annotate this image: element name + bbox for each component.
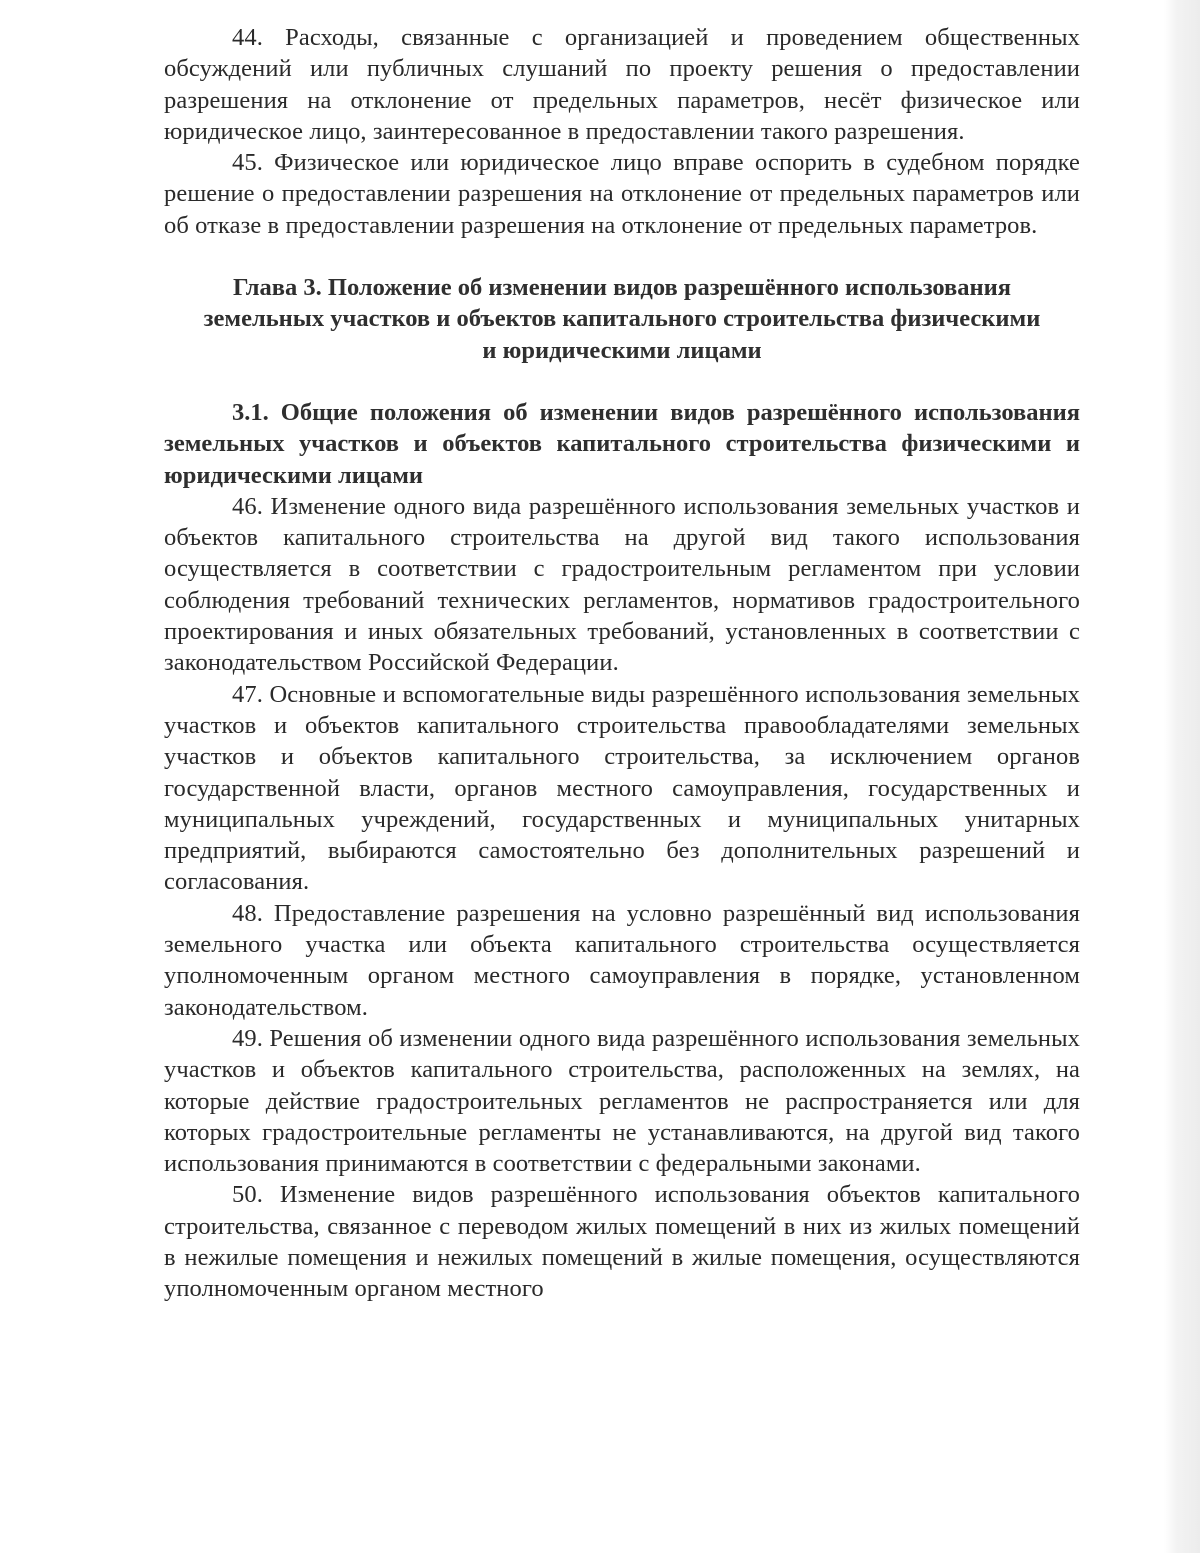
paragraph-47: 47. Основные и вспомогательные виды разрешённого использования земельных участков и объектов капитального строительства правообладателями земельных участков и объектов капитального строительства, за исключением органов государственной власти, органов местного самоуправления, государственных и муниципальных учреждений, государственных и муниципальных унитарных предприятий, выбираются самостоятельно без дополнительных разрешений и согласования. — [164, 680, 1080, 896]
paragraph-44: 44. Расходы, связанные с организацией и проведением общественных обсуждений или публичных слушаний по проекту решения о предоставлении разрешения на отклонение от предельных параметров, несёт физическое или юридическое лицо, заинтересованное в предоставлении такого разрешения. — [164, 24, 1080, 145]
scan-edge-shadow — [1164, 0, 1200, 1553]
paragraph-49: 49. Решения об изменении одного вида разрешённого использования земельных участков и объектов капитального строительства, расположенных на землях, на которые действие градостроительных регламентов не распространяется или для которых градостроительные регламенты не устанавливаются, на другой вид такого использования принимаются в соответствии с федеральными законами. — [164, 1024, 1080, 1178]
paragraph-50: 50. Изменение видов разрешённого использования объектов капитального строительства, связанное с переводом жилых помещений в них из жилых помещений в нежилые помещения и нежилых помещений в жилые помещения, осуществляются уполномоченным органом местного — [164, 1181, 1080, 1303]
document-body — [164, 22, 1080, 1305]
paragraph-48: 48. Предоставление разрешения на условно разрешённый вид использования земельного участка или объекта капитального строительства осуществляется уполномоченным органом местного самоуправления в порядке, установленном законодательством. — [164, 899, 1080, 1021]
paragraph-45: 45. Физическое или юридическое лицо вправе оспорить в судебном порядке решение о предоставлении разрешения на отклонение от предельных параметров или об отказе в предоставлении разрешения на отклонение от предельных параметров. — [164, 149, 1080, 239]
section-title: 3.1. Общие положения об изменении видов разрешённого использования земельных участков и объектов капитального строительства физическими и юридическими лицами — [164, 398, 1080, 489]
paragraph-46: 46. Изменение одного вида разрешённого использования земельных участков и объектов капитального строительства на другой вид такого использования осуществляется в соответствии с градостроительным регламентом при условии соблюдения требований технических регламентов, нормативов градостроительного проектирования и иных обязательных требований, установленных в соответствии с законодательством Российской Федерации. — [164, 492, 1080, 677]
chapter-title: Глава 3. Положение об изменении видов разрешённого использования земельных участков и объектов капитального строительства физическими и юридическими лицами — [203, 274, 1041, 364]
